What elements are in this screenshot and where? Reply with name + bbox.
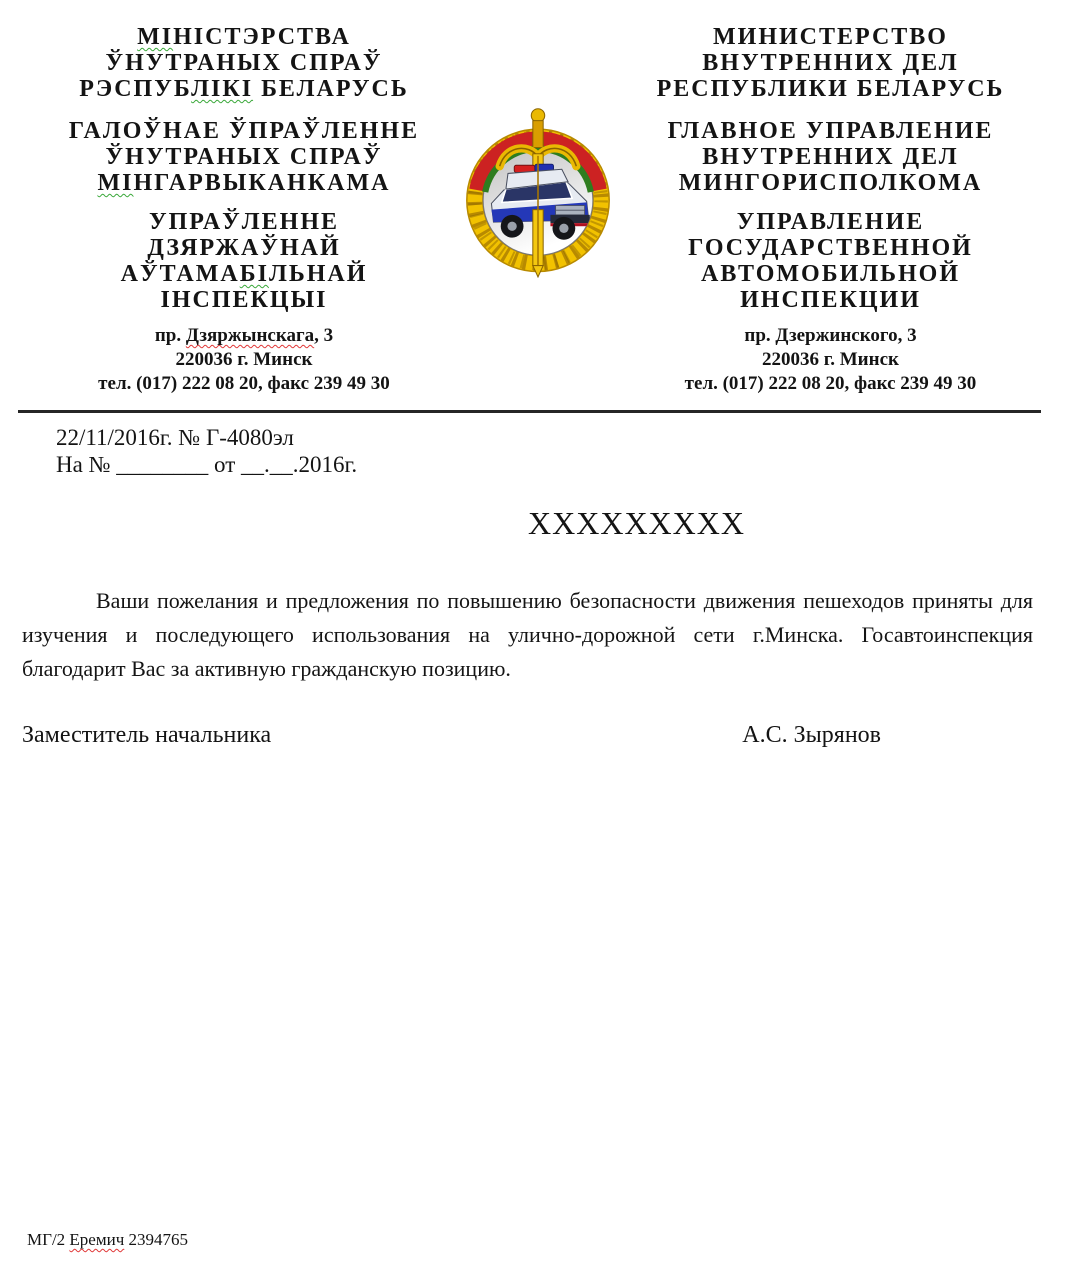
org-name-line: ИНСПЕКЦИИ (740, 287, 921, 313)
spellcheck-marked-word: Дзяржынскага (185, 325, 315, 346)
address-line (18, 324, 470, 348)
police-emblem-icon (458, 102, 618, 278)
letterhead (0, 0, 1071, 396)
org-name-text: НГАРВЫКАНКАМА (133, 170, 391, 196)
org-name-line: ГЛАВНОЕ УПРАВЛЕНИЕ (667, 118, 994, 144)
spellcheck-marked-word: МІ (137, 24, 174, 50)
org-name-line: МИНИСТЕРСТВО (713, 24, 948, 50)
footer-text: МГ/2 (27, 1230, 70, 1249)
org-name-block-guvd-ru (620, 118, 1041, 196)
org-name-block-ministry-ru (620, 24, 1041, 102)
org-name-line: ВНУТРЕННИХ ДЕЛ (702, 50, 959, 76)
body-paragraph: Ваши пожелания и предложения по повышению безопасности движения пешеходов приняты для изучения и последующего использования на улично-дорожной сети г.Минска. Госавтоинспекция благодарит Вас за активную гражданскую позицию. (22, 588, 1033, 681)
spellcheck-marked-word: БІ (239, 261, 269, 287)
address-line: тел. (017) 222 08 20, факс 239 49 30 (98, 373, 390, 394)
emblem-cell (470, 24, 620, 396)
address-line: пр. Дзержинского, 3 (744, 325, 917, 346)
org-name-line: АВТОМОБИЛЬНОЙ (701, 261, 960, 287)
org-name-text: БЕЛАРУСЬ (253, 76, 409, 102)
org-name-line: ВНУТРЕННИХ ДЕЛ (702, 144, 959, 170)
org-name-block-ugai-ru (620, 209, 1041, 313)
org-name-block-ugai-by (18, 209, 470, 313)
org-name-line (18, 76, 470, 102)
org-name-line: РЕСПУБЛИКИ БЕЛАРУСЬ (656, 76, 1005, 102)
executor-footer-note (27, 1230, 188, 1250)
spellcheck-marked-word: ЛІКІ (191, 76, 254, 102)
org-name-text: АЎТАМА (120, 261, 240, 287)
org-name-line (18, 24, 470, 50)
org-name-line (18, 261, 470, 287)
address-line: 220036 г. Минск (762, 349, 899, 370)
address-text: пр. (154, 325, 186, 346)
footer-text: 2394765 (124, 1230, 189, 1249)
spellcheck-marked-word: Еремич (69, 1230, 125, 1249)
subject-line: ХХХХХХХХХ (528, 505, 745, 541)
org-name-text: ЛЬНАЙ (268, 261, 368, 287)
spellcheck-marked-word: МІ (97, 170, 134, 196)
org-name-line: ГАЛОЎНАЕ ЎПРАЎЛЕННЕ (68, 118, 420, 144)
reference-block (56, 424, 1071, 478)
letterhead-right-column (620, 24, 1041, 396)
org-name-block-ministry-by (18, 24, 470, 102)
address-block-ru (620, 324, 1041, 396)
org-name-line: ЎНУТРАНЫХ СПРАЎ (105, 144, 383, 170)
address-line: тел. (017) 222 08 20, факс 239 49 30 (684, 373, 977, 394)
signer-position: Заместитель начальника (22, 722, 272, 748)
letterhead-left-column (18, 24, 470, 396)
org-name-line (18, 170, 470, 196)
org-name-line: УПРАВЛЕНИЕ (736, 209, 925, 235)
address-line: 220036 г. Минск (175, 349, 313, 370)
org-name-line: ІНСПЕКЦЫІ (160, 287, 328, 313)
org-name-line: МИНГОРИСПОЛКОМА (678, 170, 983, 196)
address-block-by (18, 324, 470, 396)
outgoing-number-line: 22/11/2016г. № Г-4080эл (56, 425, 294, 450)
org-name-line: УПРАЎЛЕННЕ (148, 209, 340, 235)
org-name-line: ДЗЯРЖАЎНАЙ (147, 235, 341, 261)
org-name-block-guvd-by (18, 118, 470, 196)
incoming-reference-line: На № ________ от __.__.2016г. (56, 452, 358, 477)
letterhead-divider (18, 410, 1041, 413)
address-text: , 3 (314, 325, 334, 346)
signer-name: А.С. Зырянов (742, 722, 881, 748)
org-name-text: РЭСПУБ (79, 76, 192, 102)
signature-row (22, 722, 881, 749)
org-name-line: ГОСУДАРСТВЕННОЙ (688, 235, 973, 261)
org-name-text: НІСТЭРСТВА (173, 24, 351, 50)
org-name-line: ЎНУТРАНЫХ СПРАЎ (105, 50, 383, 76)
